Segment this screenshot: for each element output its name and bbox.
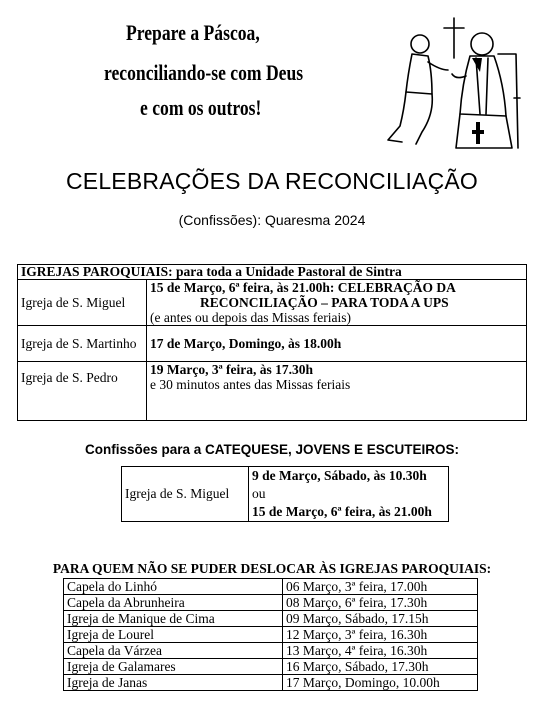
table-row: [64, 675, 478, 691]
chapel-date: 17 Março, Domingo, 10.00h: [283, 675, 478, 691]
chapel-name: Igreja de Manique de Cima: [64, 611, 283, 627]
page-title: CELEBRAÇÕES DA RECONCILIAÇÃO: [65, 168, 479, 194]
table-row: [64, 579, 478, 595]
schedule-or: ou: [252, 486, 266, 501]
chapel-date: 13 Março, 4ª feira, 16.30h: [283, 643, 478, 659]
schedule-line: 19 Março, 3ª feira, às 17.30h: [150, 362, 314, 377]
catechesis-heading: Confissões para a CATEQUESE, JOVENS E ESCUTEIROS:: [84, 442, 460, 457]
table-row: [64, 611, 478, 627]
table-row: [64, 643, 478, 659]
schedule-line: RECONCILIAÇÃO – PARA TODA A UPS: [200, 295, 449, 310]
chapel-name: Igreja de Lourel: [64, 627, 283, 643]
parish-section-header: IGREJAS PAROQUIAIS: para toda a Unidade Pastoral de Sintra: [18, 265, 527, 280]
header-line-1: Prepare a Páscoa,: [126, 20, 260, 45]
chapels-table: [63, 578, 478, 691]
chapel-date: 16 Março, Sábado, 17.30h: [283, 659, 478, 675]
chapel-date: 06 Março, 3ª feira, 17.00h: [283, 579, 478, 595]
table-row: [64, 659, 478, 675]
chapel-name: Igreja de Galamares: [64, 659, 283, 675]
table-row: [18, 280, 527, 326]
parish-churches-table: [17, 264, 527, 421]
schedule-note: (e antes ou depois das Missas feriais): [150, 310, 351, 325]
header-line-3: e com os outros!: [140, 95, 262, 120]
chapel-date: 08 Março, 6ª feira, 17.30h: [283, 595, 478, 611]
schedule-line: 15 de Março, 6ª feira, às 21.00h: [252, 504, 432, 519]
table-row: [64, 595, 478, 611]
catechesis-table: [121, 466, 449, 522]
schedule-cell: [249, 467, 449, 522]
table-row: [18, 326, 527, 362]
schedule-cell: [147, 280, 527, 326]
table-row: [122, 467, 449, 522]
church-name: Igreja de S. Miguel: [122, 467, 249, 522]
header-line-2: reconciliando-se com Deus: [104, 60, 304, 85]
table-row: [64, 627, 478, 643]
table-header-row: [18, 265, 527, 280]
confession-illustration-icon: [376, 14, 522, 154]
chapel-date: 12 Março, 3ª feira, 16.30h: [283, 627, 478, 643]
chapel-name: Capela do Linhó: [64, 579, 283, 595]
church-name: Igreja de S. Miguel: [18, 280, 147, 326]
chapel-name: Capela da Várzea: [64, 643, 283, 659]
schedule-line: 15 de Março, 6ª feira, às 21.00h: CELEBRAÇÃO DA: [150, 280, 456, 295]
schedule-cell: [147, 362, 527, 421]
church-name: Igreja de S. Pedro: [18, 362, 147, 421]
table-row: [18, 362, 527, 421]
schedule-line: 17 de Março, Domingo, às 18.00h: [147, 326, 527, 362]
chapel-name: Igreja de Janas: [64, 675, 283, 691]
schedule-note: e 30 minutos antes das Missas feriais: [150, 377, 351, 392]
chapel-date: 09 Março, Sábado, 17.15h: [283, 611, 478, 627]
chapels-heading: PARA QUEM NÃO SE PUDER DESLOCAR ÀS IGREJAS PAROQUIAIS:: [52, 561, 492, 576]
page-subtitle: (Confissões): Quaresma 2024: [178, 212, 366, 228]
schedule-line: 9 de Março, Sábado, às 10.30h: [252, 468, 427, 483]
church-name: Igreja de S. Martinho: [18, 326, 147, 362]
chapel-name: Capela da Abrunheira: [64, 595, 283, 611]
